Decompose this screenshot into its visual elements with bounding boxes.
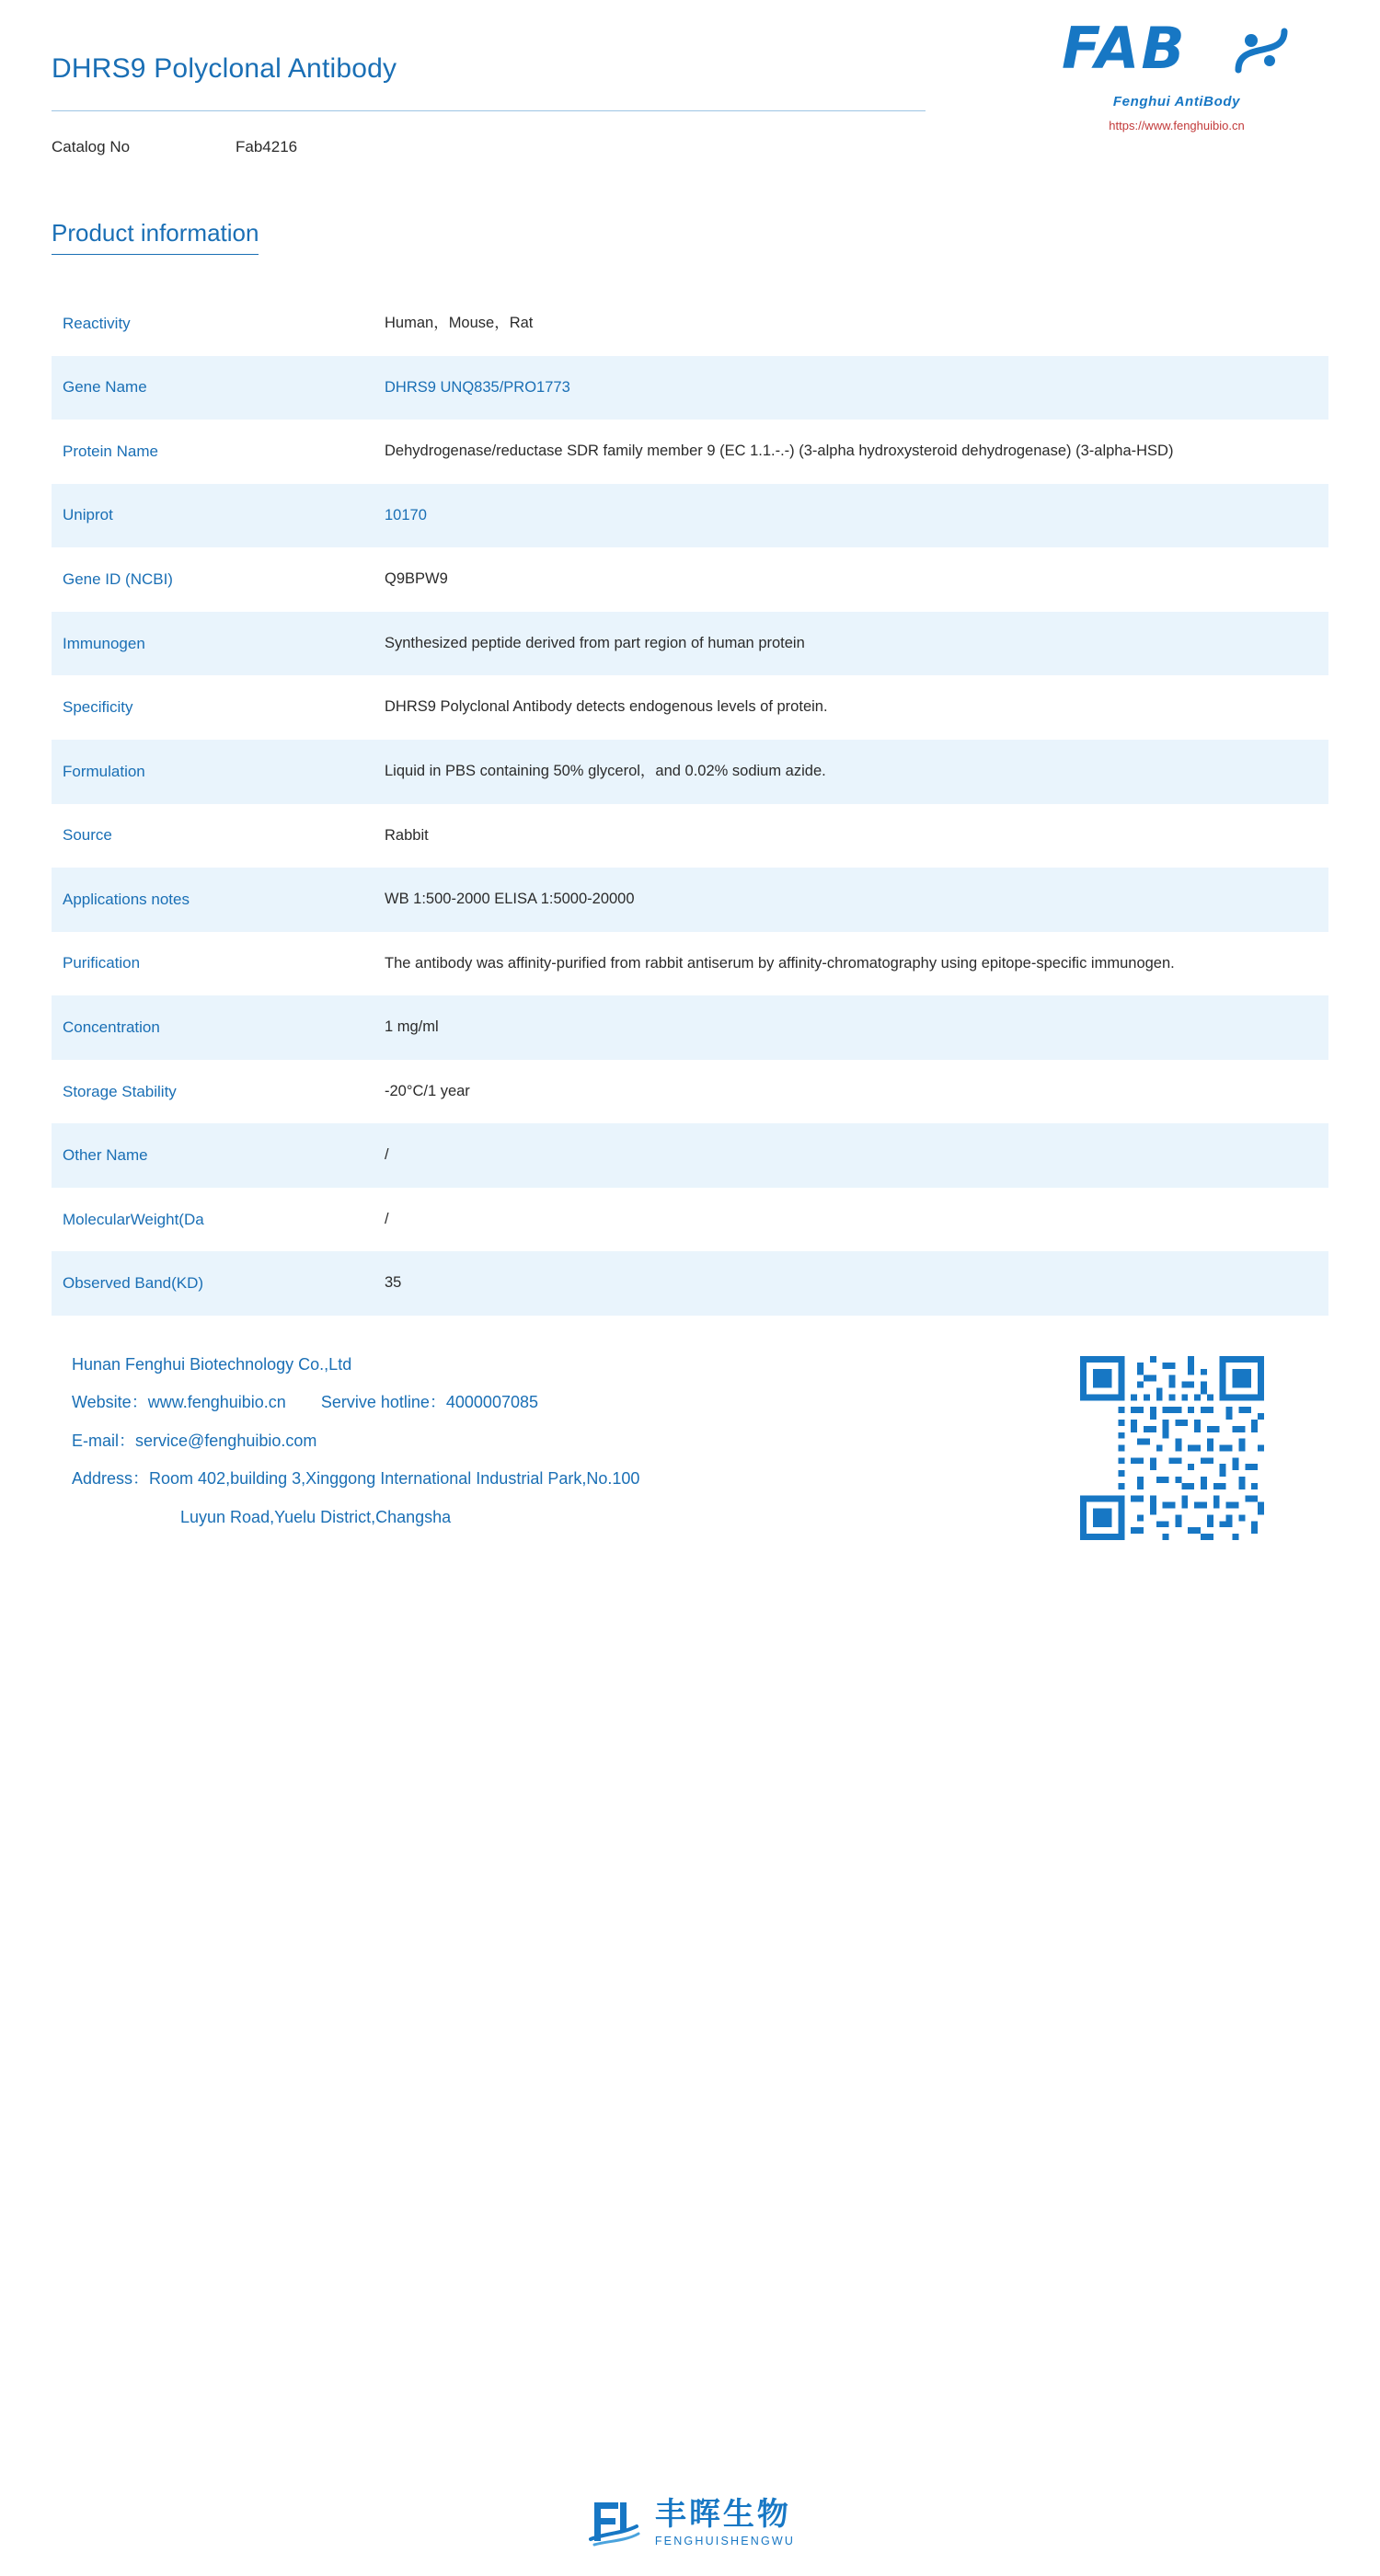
fenghui-logo-icon (585, 2493, 642, 2550)
row-value: Liquid in PBS containing 50% glycerol，and 0.02% sodium azide. (329, 740, 1328, 804)
row-value: Dehydrogenase/reductase SDR family member 9 (EC 1.1.-.-) (3-alpha hydroxysteroid dehydrogenase) (3-alpha-HSD) (385, 443, 1174, 460)
row-value: / (329, 1123, 1328, 1188)
contact-block (72, 1354, 955, 1545)
row-label: Purification (63, 954, 141, 972)
bottom-logo (0, 2493, 1380, 2550)
table-row (52, 292, 1328, 356)
company-logo (1025, 15, 1328, 132)
row-value: Q9BPW9 (385, 570, 448, 588)
catalog-label: Catalog No (52, 138, 131, 155)
row-label: Reactivity (63, 314, 131, 332)
table-row (52, 1188, 1328, 1252)
row-label: Protein Name (63, 442, 158, 460)
catalog-value: Fab4216 (236, 138, 298, 155)
document-header (52, 0, 1328, 138)
row-label: Other Name (52, 1123, 329, 1188)
row-value: 35 (329, 1251, 1328, 1316)
row-value: Synthesized peptide derived from part region of human protein (329, 612, 1328, 676)
catalog-row (52, 138, 1328, 180)
row-label: Applications notes (52, 868, 329, 932)
table-row (52, 804, 1328, 868)
row-label: Gene Name (52, 356, 329, 420)
product-information-table (52, 292, 1328, 1316)
hotline-text: Servive hotline：4000007085 (320, 1393, 538, 1412)
table-row (52, 547, 1328, 612)
row-value: / (385, 1210, 389, 1227)
table-row (52, 356, 1328, 420)
email-line[interactable]: E-mail：service@fenghuibio.com (72, 1431, 317, 1450)
row-value: Human，Mouse，Rat (385, 315, 534, 331)
table-body (52, 292, 1328, 1316)
title-divider (52, 110, 926, 111)
dna-swoosh-icon (1229, 24, 1294, 75)
row-label: Immunogen (52, 612, 329, 676)
table-row (52, 1123, 1328, 1188)
logo-website[interactable]: https://www.fenghuibio.cn (1109, 119, 1245, 132)
row-label: Uniprot (52, 484, 329, 548)
table-row (52, 612, 1328, 676)
qr-code[interactable] (1080, 1356, 1264, 1540)
table-row (52, 868, 1328, 932)
row-value: 1 mg/ml (329, 995, 1328, 1060)
table-row (52, 740, 1328, 804)
bottom-logo-en: FENGHUISHENGWU (654, 2534, 796, 2547)
row-label: Concentration (52, 995, 329, 1060)
address-line-2: Luyun Road,Yuelu District,Changsha (180, 1507, 452, 1526)
row-label: Storage Stability (63, 1082, 177, 1100)
company-name: Hunan Fenghui Biotechnology Co.,Ltd (72, 1355, 352, 1374)
address-line-1: Address：Room 402,building 3,Xinggong International Industrial Park,No.100 (72, 1469, 640, 1489)
logo-subtitle: Fenghui AntiBody (1112, 94, 1241, 109)
row-value[interactable]: DHRS9 UNQ835/PRO1773 (329, 356, 1328, 420)
row-value: -20°C/1 year (385, 1082, 470, 1099)
row-label: Observed Band(KD) (52, 1251, 329, 1316)
row-value: Rabbit (385, 826, 429, 844)
row-label: MolecularWeight(Da (63, 1210, 204, 1228)
logo-mark (1041, 15, 1317, 92)
table-row (52, 1251, 1328, 1316)
row-label: Formulation (52, 740, 329, 804)
row-label: Gene ID (NCBI) (63, 570, 173, 589)
section-title: Product information (52, 219, 259, 255)
website-hotline-line (72, 1392, 955, 1413)
table-row (52, 420, 1328, 484)
table-row (52, 932, 1328, 996)
row-label: Source (63, 826, 112, 845)
bottom-logo-cn: 丰晖生物 (654, 2495, 791, 2533)
row-value: The antibody was affinity-purified from rabbit antiserum by affinity-chromatography using epitope-specific immunogen. (385, 954, 1175, 972)
row-value: DHRS9 Polyclonal Antibody detects endogenous levels of protein. (385, 698, 828, 716)
page-title: DHRS9 Polyclonal Antibody (52, 53, 397, 84)
row-value: WB 1:500-2000 ELISA 1:5000-20000 (329, 868, 1328, 932)
table-row (52, 484, 1328, 548)
table-row (52, 1060, 1328, 1124)
website-text[interactable]: Website：www.fenghuibio.cn (72, 1393, 286, 1412)
row-label: Specificity (63, 698, 133, 717)
logo-wordmark: FAB (1062, 15, 1187, 82)
row-value[interactable]: 10170 (329, 484, 1328, 548)
table-row (52, 995, 1328, 1060)
document-footer (52, 1343, 1328, 1619)
table-row (52, 675, 1328, 740)
bottom-logo-text (655, 2497, 795, 2547)
